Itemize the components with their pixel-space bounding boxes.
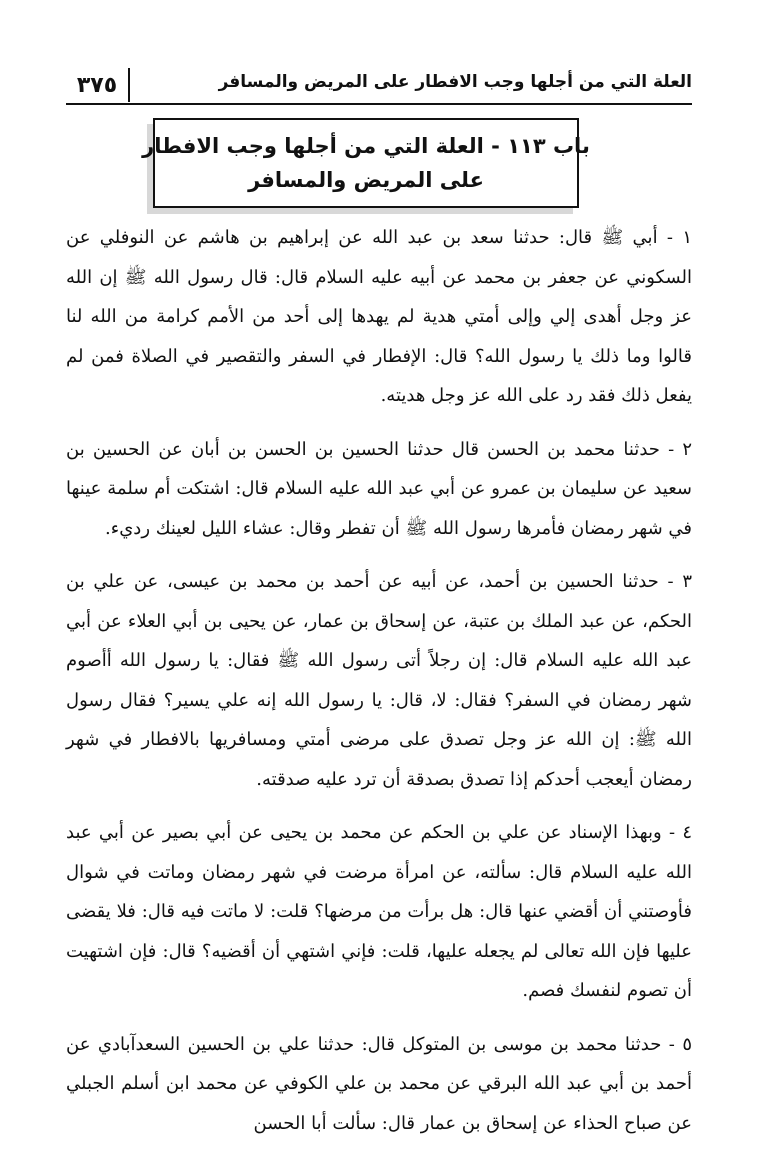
body-text xyxy=(66,218,692,1157)
header-rule xyxy=(66,103,692,105)
chapter-title-box xyxy=(142,118,590,208)
chapter-title-line-1: باب ١١٣ - العلة التي من أجلها وجب الافطار xyxy=(142,134,590,158)
running-title: العلة التي من أجلها وجب الافطار على المريض والمسافر xyxy=(218,72,692,92)
chapter-title-line-2: على المريض والمسافر xyxy=(248,168,484,192)
hadith-paragraph-4: ٤ - وبهذا الإسناد عن علي بن الحكم عن محمد بن يحيى عن أبي بصير عن أبي عبد الله عليه السلام قال: سألته، عن امرأة مرضت في شهر رمضان وماتت في شوال فأوصتني أن أقضي عنها قال: هل برأت من مرضها؟ قلت: لا ماتت فيه قال: فلا يقضى عليها فإن الله تعالى لم يجعله عليها، قلت: فإني اشتهي أن أقضيه؟ قال: فإن اشتهيت أن تصوم لنفسك فصم. xyxy=(66,822,692,1001)
page-number: ٣٧٥ xyxy=(66,68,130,102)
hadith-paragraph-1: ١ - أبي ﷺ قال: حدثنا سعد بن عبد الله عن إبراهيم بن هاشم عن النوفلي عن السكوني عن جعفر بن محمد عن أبيه عليه السلام قال: قال رسول الله ﷺ إن الله عز وجل أهدى إلي وإلى أمتي هدية لم يهدها إلى أحد من الأمم كرامة من الله لنا قالوا وما ذلك يا رسول الله؟ قال: الإفطار في السفر والتقصير في الصلاة فمن لم يفعل ذلك فقد رد على الله عز وجل هديته. xyxy=(66,227,692,406)
hadith-paragraph-2: ٢ - حدثنا محمد بن الحسن قال حدثنا الحسين بن الحسن بن أبان عن الحسين بن سعيد عن سليمان بن عمرو عن أبي عبد الله عليه السلام قال: اشتكت أم سلمة عينها في شهر رمضان فأمرها رسول الله ﷺ أن تفطر وقال: عشاء الليل لعينك رديء. xyxy=(66,438,692,539)
hadith-paragraph-3: ٣ - حدثنا الحسين بن أحمد، عن أبيه عن أحمد بن محمد بن عيسى، عن علي بن الحكم، عن عبد الملك بن عتبة، عن إسحاق بن عمار، عن يحيى بن أبي العلاء عن أبي عبد الله عليه السلام قال: إن رجلاً أتى رسول الله ﷺ فقال: يا رسول الله أأصوم شهر رمضان في السفر؟ فقال: لا، قال: يا رسول الله إنه علي يسير؟ فقال رسول الله ﷺ: إن الله عز وجل تصدق على مرضى أمتي ومسافريها بالافطار في شهر رمضان أيعجب أحدكم إذا تصدق بصدقة أن ترد عليه صدقته. xyxy=(66,571,692,790)
hadith-paragraph-5: ٥ - حدثنا محمد بن موسى بن المتوكل قال: حدثنا علي بن الحسين السعدآبادي عن أحمد بن أبي عبد الله البرقي عن محمد بن علي الكوفي عن محمد ابن أسلم الجبلي عن صباح الحذاء عن إسحاق بن عمار قال: سألت أبا الحسن xyxy=(66,1033,692,1134)
